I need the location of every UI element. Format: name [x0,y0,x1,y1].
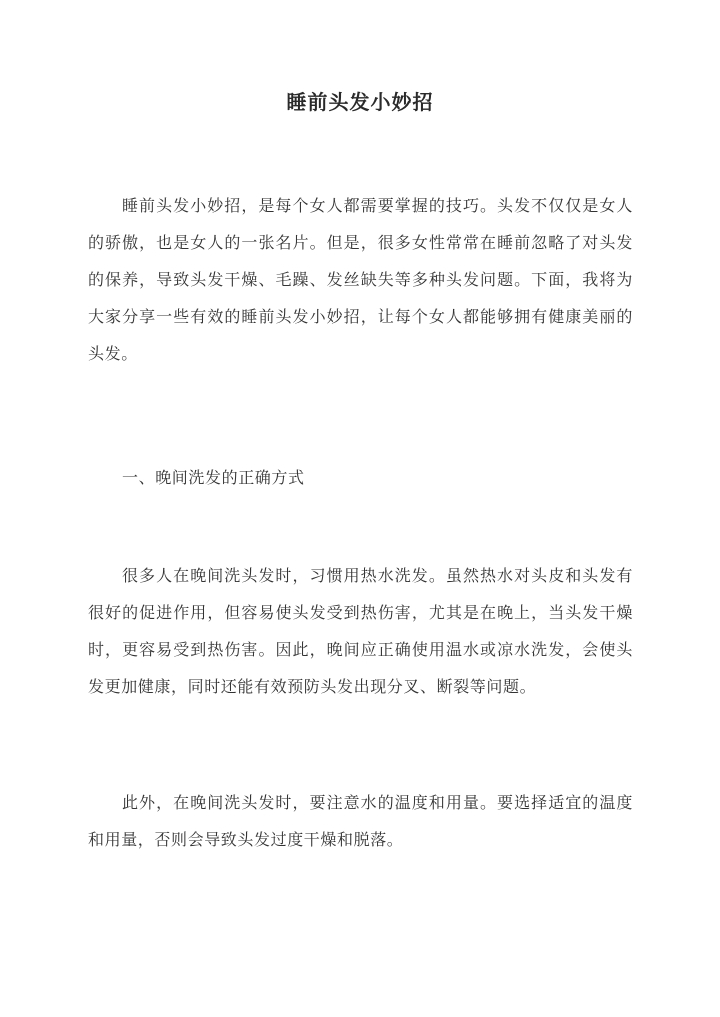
document-title: 睡前头发小妙招 [286,90,434,114]
intro-paragraph: 睡前头发小妙招，是每个女人都需要掌握的技巧。头发不仅仅是女人的骄傲，也是女人的一张名片。但是，很多女性常常在睡前忽略了对头发的保养，导致头发干燥、毛躁、发丝缺失等多种头发问题。下面，我将为大家分享一些有效的睡前头发小妙招，让每个女人都能够拥有健康美丽的头发。 [88,196,633,363]
body-paragraph: 此外，在晚间洗头发时，要注意水的温度和用量。要选择适宜的温度和用量，否则会导致头发过度干燥和脱落。 [88,793,633,849]
body-paragraph: 很多人在晚间洗头发时，习惯用热水洗发。虽然热水对头皮和头发有很好的促进作用，但容易使头发受到热伤害，尤其是在晚上，当头发干燥时，更容易受到热伤害。因此，晚间应正确使用温水或凉水洗发，会使头发更加健康，同时还能有效预防头发出现分叉、断裂等问题。 [88,566,633,696]
section-heading: 一、晚间洗发的正确方式 [122,468,305,487]
